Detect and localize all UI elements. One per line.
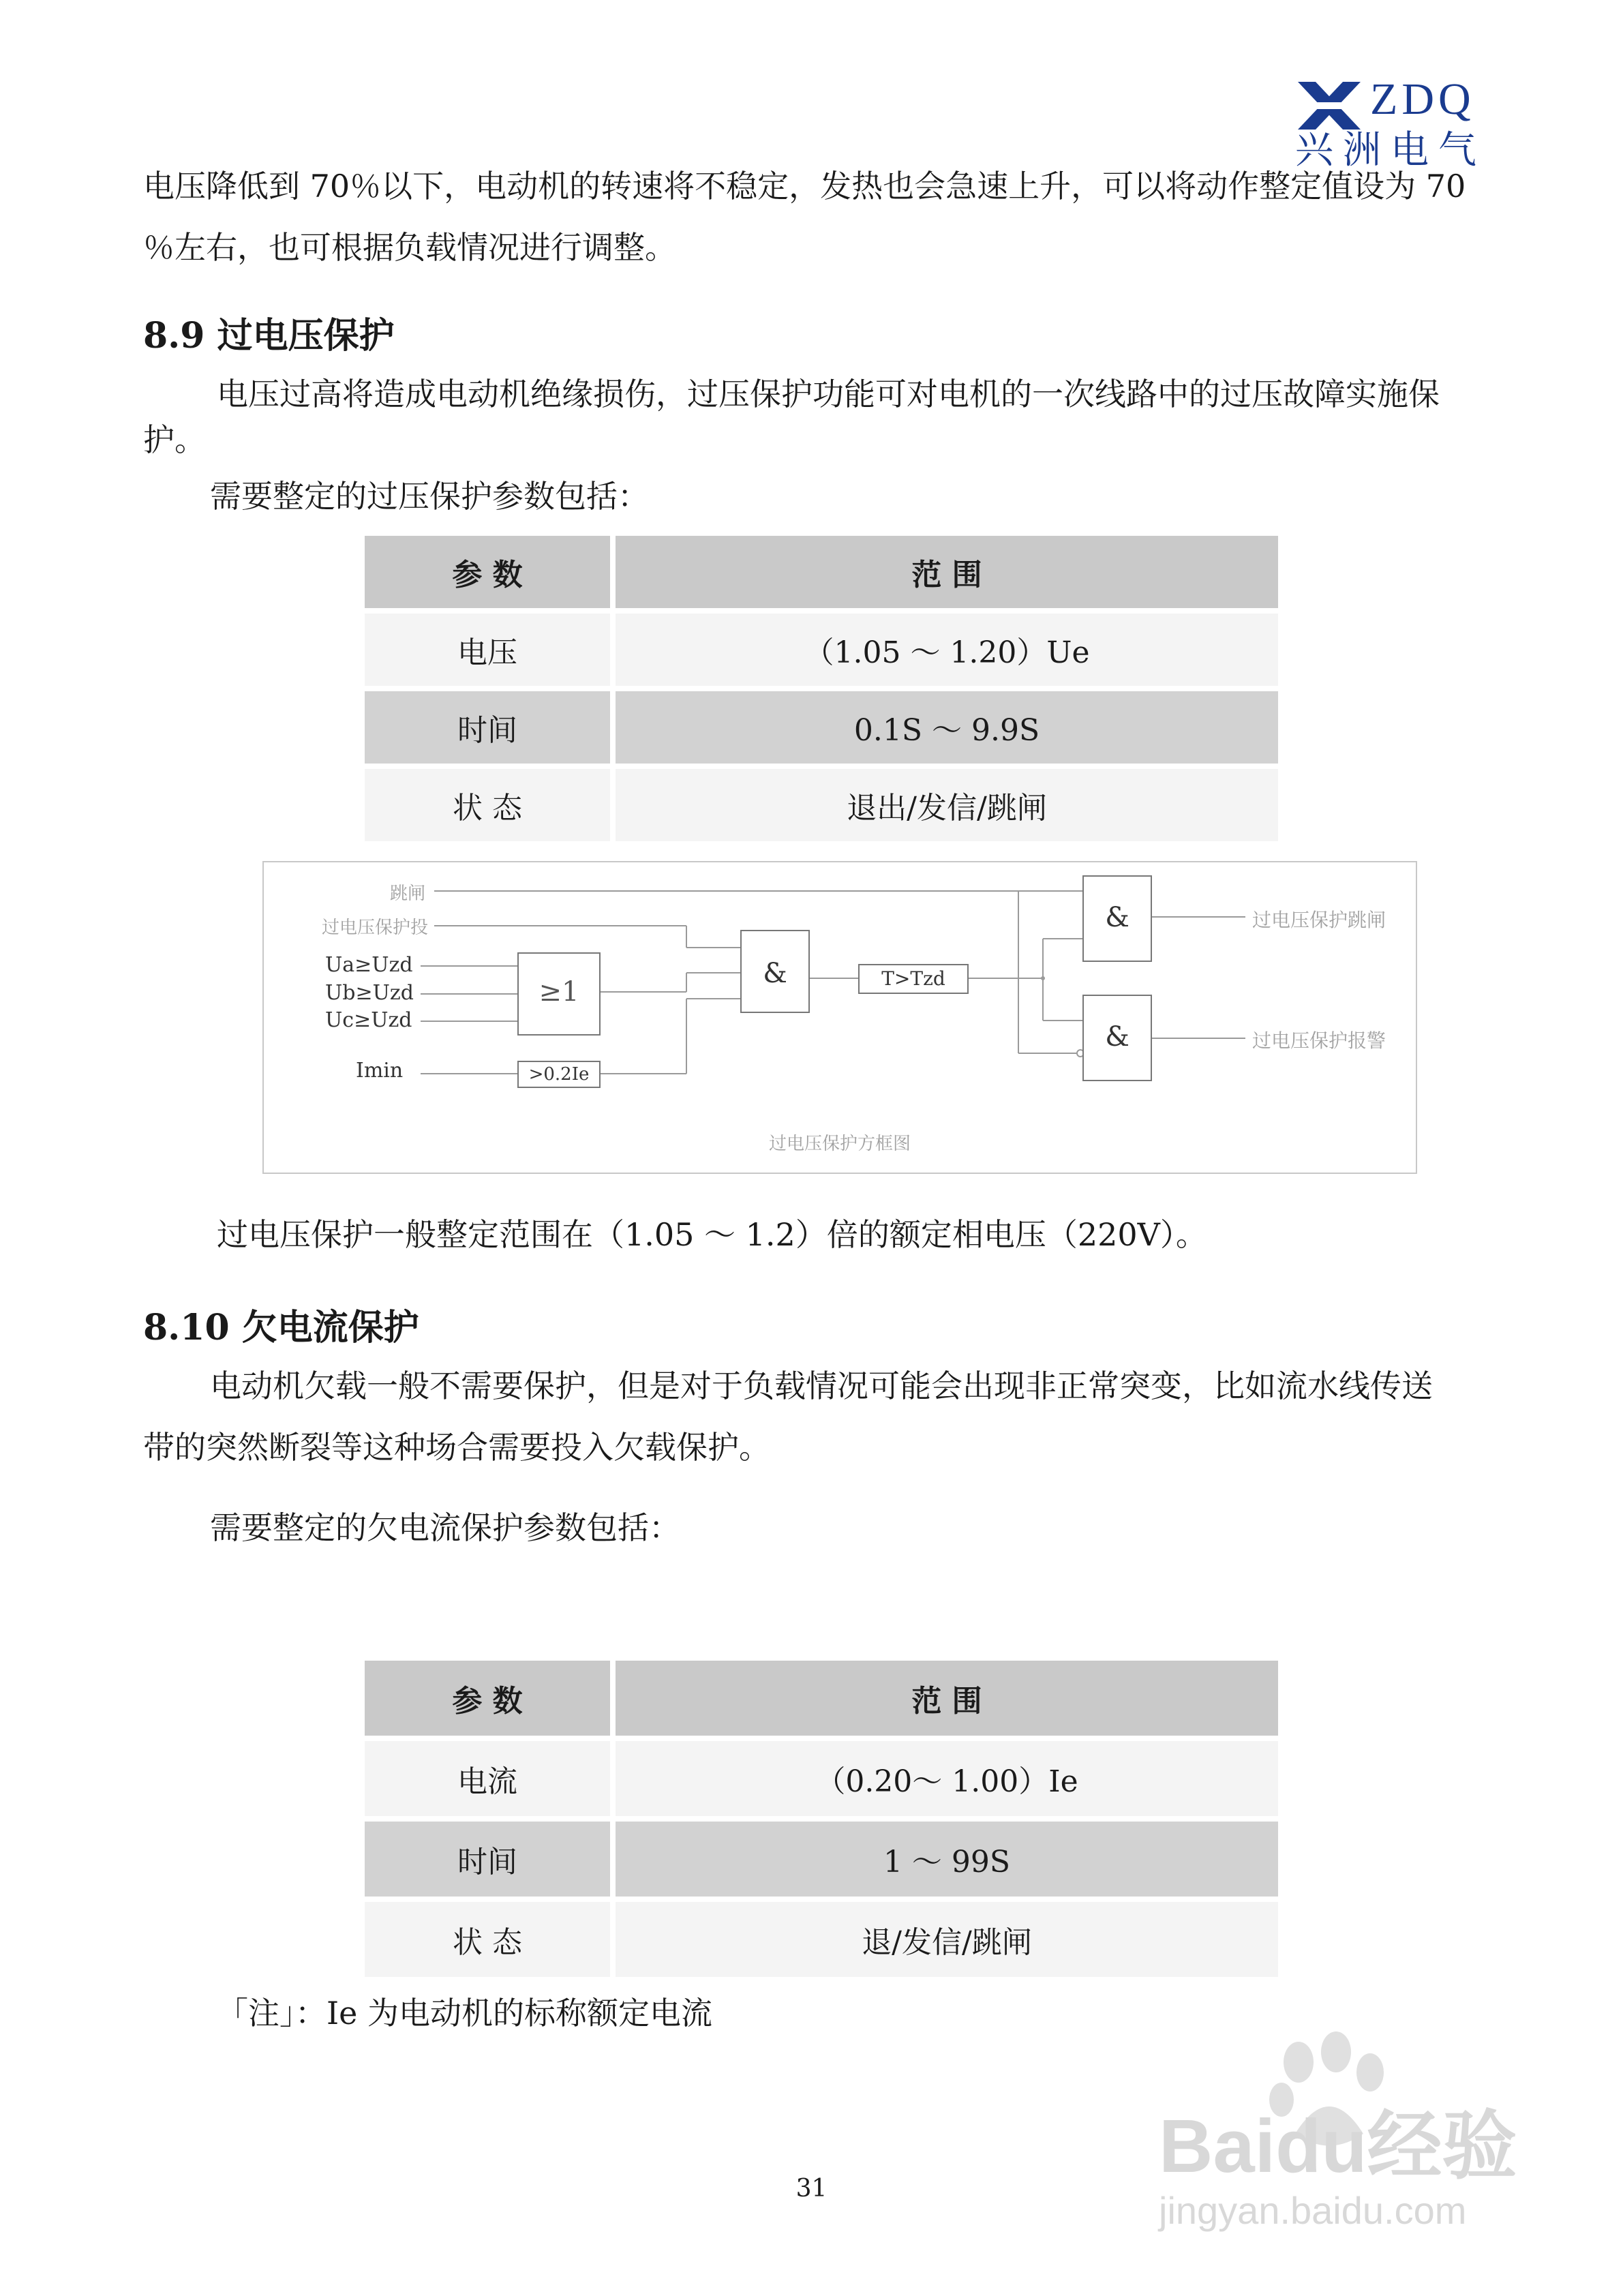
watermark-main-text: Baidu经验: [1159, 2104, 1517, 2188]
and-gate-trip-label: &: [1105, 902, 1129, 933]
company-logo-latin: ZDQ: [1370, 74, 1475, 124]
or-gate-label: ≥1: [539, 976, 579, 1008]
table-cell: （1.05 ～ 1.20）Ue: [616, 614, 1278, 686]
diagram-output-alarm: 过电压保护报警: [1252, 1029, 1386, 1052]
watermark-sub-text: jingyan.baidu.com: [1159, 2189, 1467, 2232]
table-row: [365, 614, 1278, 686]
diagram-input-imin: Imin: [356, 1059, 404, 1083]
imin-threshold-label: >0.2Ie: [528, 1064, 590, 1085]
diagram-output-trip: 过电压保护跳闸: [1252, 909, 1386, 931]
table-cell: 电压: [365, 614, 616, 686]
section-8-9-params-intro: 需要整定的过压保护参数包括：: [210, 478, 649, 515]
table-header-cell: 参 数: [365, 1661, 616, 1736]
table-row: [365, 1822, 1278, 1897]
table-row: [365, 691, 1278, 764]
table-cell: 1 ～ 99S: [616, 1822, 1278, 1897]
section-8-9-note: 过电压保护一般整定范围在（1.05 ～ 1.2）倍的额定相电压（220V）。: [217, 1216, 1207, 1253]
table-cell: 时间: [365, 691, 616, 764]
diagram-input-enable: 过电压保护投: [322, 918, 429, 938]
section-8-9-heading: 8.9 过电压保护: [143, 315, 395, 357]
section-8-10-para-line-2: 带的突然断裂等这种场合需要投入欠载保护。: [143, 1429, 770, 1466]
section-8-10-para-line-1: 电动机欠载一般不需要保护，但是对于负载情况可能会出现非正常突变，比如流水线传送: [210, 1368, 1433, 1404]
intro-line-1: 电压降低到 70％以下，电动机的转速将不稳定，发热也会急速上升，可以将动作整定值设为 70: [143, 168, 1466, 205]
and-gate-alarm-label: &: [1105, 1021, 1129, 1053]
section-8-9-para-line-1: 电压过高将造成电动机绝缘损伤，过压保护功能可对电机的一次线路中的过压故障实施保: [217, 376, 1440, 412]
table-cell: 状 态: [365, 769, 616, 841]
table-header-cell: 参 数: [365, 536, 616, 608]
timer-label: T>Tzd: [881, 967, 945, 990]
diagram-canvas: [264, 862, 1416, 1173]
company-logo-chinese: 兴洲电气: [1295, 128, 1486, 172]
page-number: 31: [795, 2175, 828, 2203]
section-8-10-footnote: 「注」：Ie 为电动机的标称额定电流: [217, 1995, 713, 2031]
table-cell: 电流: [365, 1741, 616, 1816]
table-row: [365, 769, 1278, 841]
diagram-input-ub: Ub≥Uzd: [325, 981, 414, 1005]
overvoltage-params-table: [365, 530, 1278, 847]
table-header-cell: 范 围: [616, 1661, 1278, 1736]
overvoltage-block-diagram: [262, 861, 1417, 1174]
table-header-row: [365, 1661, 1278, 1736]
table-header-row: [365, 536, 1278, 608]
table-cell: 0.1S ～ 9.9S: [616, 691, 1278, 764]
section-8-9-para-line-2: 护。: [143, 421, 206, 458]
table-header-cell: 范 围: [616, 536, 1278, 608]
diagram-input-uc: Uc≥Uzd: [325, 1008, 412, 1032]
and-gate-1-label: &: [763, 958, 787, 989]
table-cell: （0.20～ 1.00）Ie: [616, 1741, 1278, 1816]
table-row: [365, 1741, 1278, 1816]
intro-line-2: ％左右，也可根据负载情况进行调整。: [143, 229, 676, 266]
diagram-caption: 过电压保护方框图: [768, 1134, 911, 1154]
table-cell: 状 态: [365, 1902, 616, 1977]
table-cell: 退/发信/跳闸: [616, 1902, 1278, 1977]
diagram-input-ua: Ua≥Uzd: [325, 953, 413, 977]
section-8-10-heading: 8.10 欠电流保护: [143, 1307, 419, 1348]
undercurrent-params-table: [365, 1655, 1278, 1982]
table-cell: 时间: [365, 1822, 616, 1897]
table-row: [365, 1902, 1278, 1977]
section-8-10-params-intro: 需要整定的欠电流保护参数包括：: [210, 1509, 680, 1546]
table-cell: 退出/发信/跳闸: [616, 769, 1278, 841]
diagram-input-trip: 跳闸: [390, 883, 426, 904]
